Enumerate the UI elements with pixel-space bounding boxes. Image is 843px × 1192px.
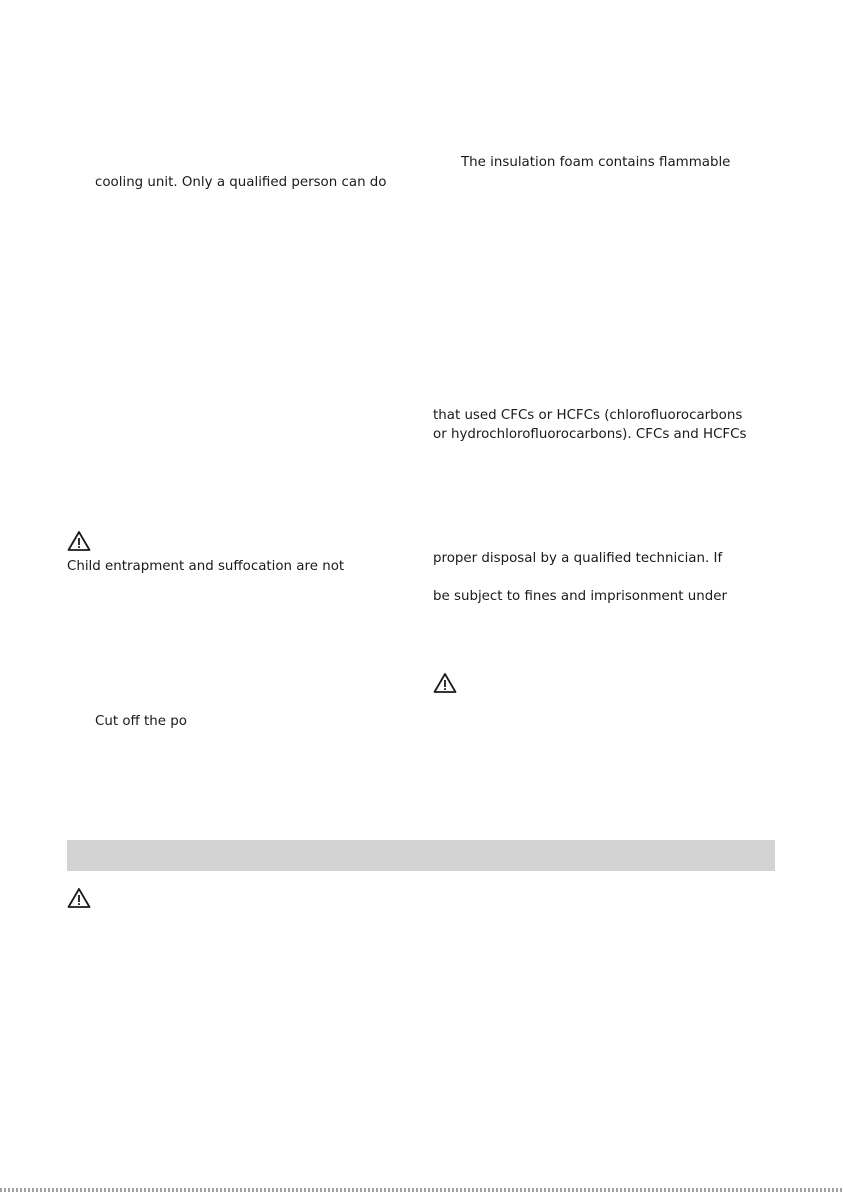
text-proper-disposal: proper disposal by a qualified technician. If — [433, 551, 723, 566]
text-child-entrapment: Child entrapment and suffocation are not — [67, 559, 345, 574]
text-insulation-foam: The insulation foam contains flammable — [461, 155, 731, 170]
text-cfcs-line-1: that used CFCs or HCFCs (chlorofluorocarbons — [433, 408, 743, 423]
text-cooling-unit: cooling unit. Only a qualified person can do — [95, 175, 387, 190]
section-header-bar — [67, 840, 775, 871]
warning-triangle-icon — [67, 530, 91, 552]
text-cut-off: Cut off the po — [95, 714, 187, 729]
warning-triangle-icon — [433, 672, 457, 694]
page-footer-rule — [0, 1188, 843, 1192]
text-fines-imprisonment: be subject to fines and imprisonment under — [433, 589, 727, 604]
text-cfcs-line-2: or hydrochlorofluorocarbons). CFCs and HCFCs — [433, 427, 747, 442]
warning-triangle-icon — [67, 887, 91, 909]
